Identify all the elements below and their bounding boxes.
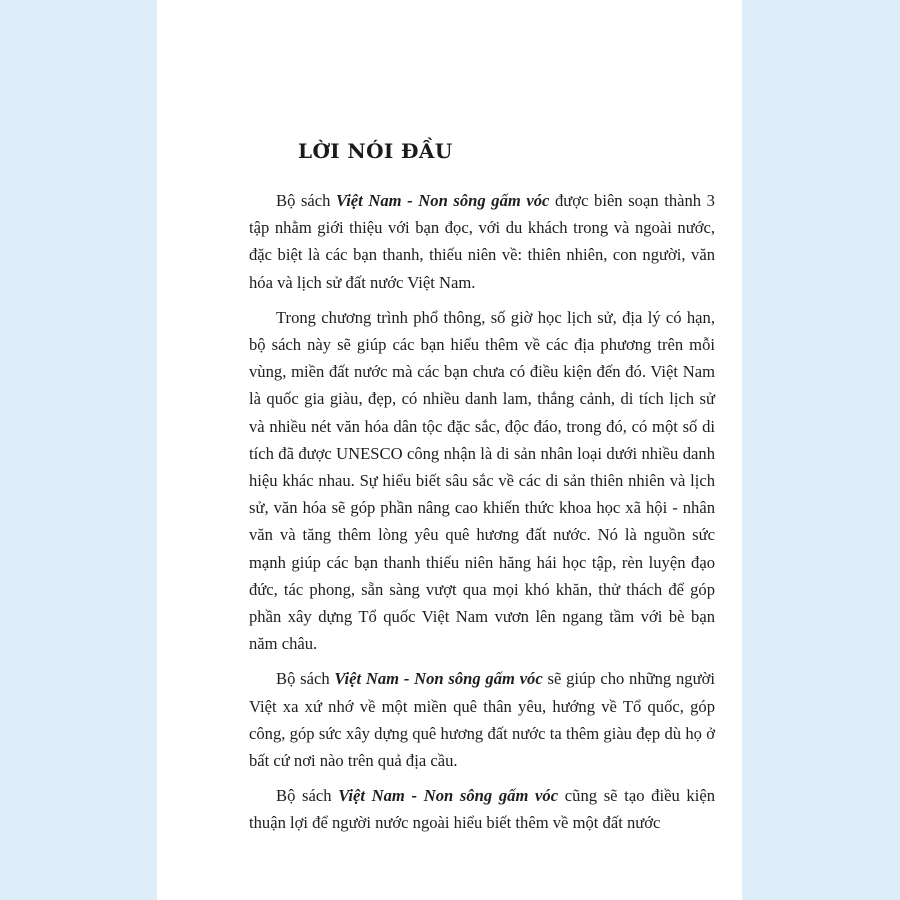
paragraph-4-text-cont: cũng sẽ tạo điều kiện thuận lợi để người nước ngoài hiểu biết thêm về một đất nước	[249, 786, 715, 833]
paragraph-1-text: Bộ sách	[276, 191, 337, 210]
book-title-emphasis: Việt Nam - Non sông gấm vóc	[336, 191, 550, 210]
paragraph-2	[249, 304, 715, 658]
paragraph-1-text-cont: được biên soạn thành 3 tập nhằm giới thiệu với bạn đọc, với du khách trong và ngoài nước, đặc biệt là các bạn thanh, thiếu niên về: thiên nhiên, con người, văn hóa và lịch sử đất nước Việt Nam.	[249, 191, 715, 292]
book-title-emphasis: Việt Nam - Non sông gấm vóc	[334, 669, 543, 689]
paragraph-4-text: Bộ sách	[276, 786, 339, 806]
paragraph-3-text-cont: sẽ giúp cho những người Việt xa xứ nhớ về một miền quê thân yêu, hướng về Tổ quốc, góp công, góp sức xây dựng quê hương đất nước ta thêm giàu đẹp dù họ ở bất cứ nơi nào trên quả địa cầu.	[249, 669, 715, 771]
book-page	[157, 0, 742, 900]
paragraph-4	[249, 782, 715, 836]
page-body	[249, 187, 715, 837]
paragraph-1	[249, 187, 715, 296]
book-title-emphasis: Việt Nam - Non sông gấm vóc	[338, 786, 559, 806]
paragraph-3-text: Bộ sách	[276, 669, 335, 689]
page-title: LỜI NÓI ĐẦU	[298, 139, 453, 163]
paragraph-2-text: Trong chương trình phổ thông, số giờ học lịch sử, địa lý có hạn, bộ sách này sẽ giúp các bạn hiểu thêm về các địa phương trên mỗi vùng, miền đất nước mà các bạn chưa có điều kiện đến đó. Việt Nam là quốc gia giàu, đẹp, có nhiều danh lam, thắng cảnh, di tích lịch sử và nhiều nét văn hóa dân tộc đặc sắc, độc đáo, trong đó, có một số di tích đã được UNESCO công nhận là di sản nhân loại dưới nhiều danh hiệu khác nhau. Sự hiểu biết sâu sắc về các di sản thiên nhiên và lịch sử, văn hóa sẽ góp phần nâng cao khiến thức khoa học xã hội - nhân văn và tăng thêm lòng yêu quê hương đất nước. Nó là nguồn sức mạnh giúp các bạn thanh thiếu niên hăng hái học tập, rèn luyện đạo đức, tác phong, sẵn sàng vượt qua mọi khó khăn, thử thách để góp phần xây dựng Tổ quốc Việt Nam vươn lên ngang tầm với bè bạn năm châu.	[249, 307, 715, 654]
paragraph-3	[249, 665, 715, 774]
